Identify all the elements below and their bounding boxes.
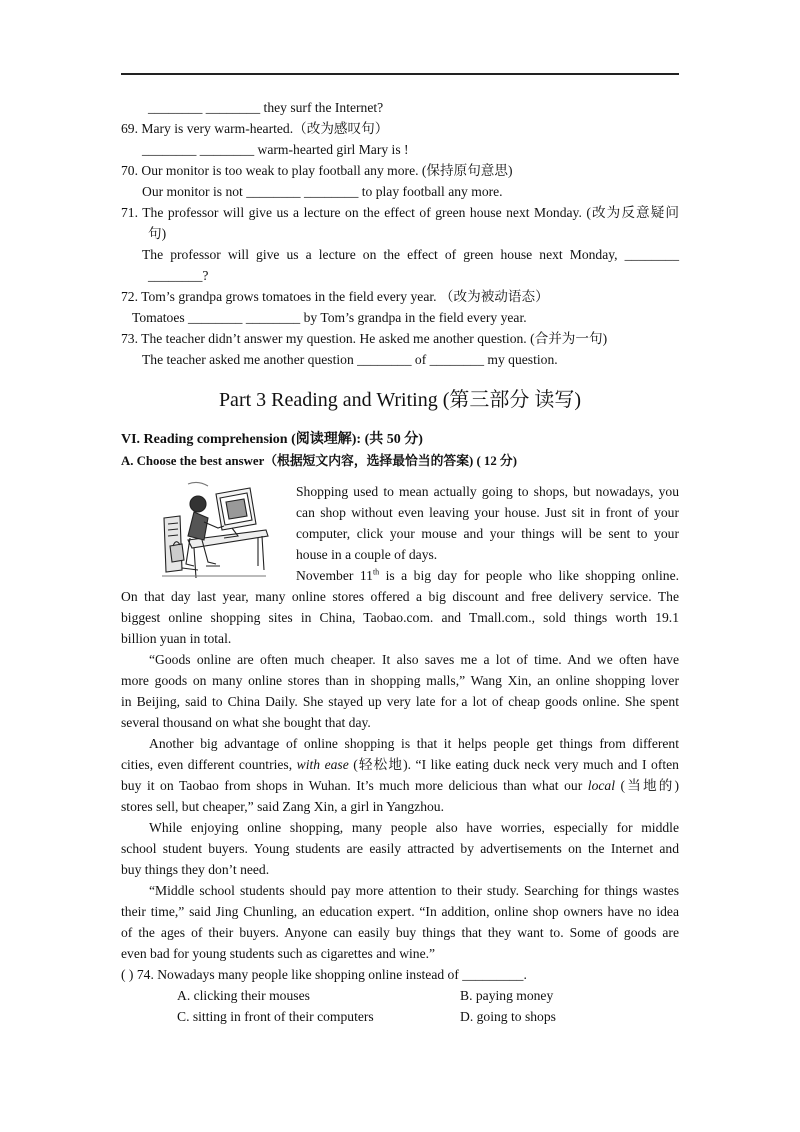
- passage-p5-line3: buy things they don’t need.: [121, 862, 270, 877]
- question-74-option-a[interactable]: A. clicking their mouses: [177, 988, 310, 1003]
- passage-p4-line1: Another big advantage of online shopping is that it helps people get things from different: [149, 736, 679, 751]
- passage-p3-line4: several thousand on what she bought that day.: [121, 715, 371, 730]
- q73-answer-line: The teacher asked me another question ________ of ________ my question.: [142, 352, 558, 367]
- q71-answer-line-2: ________?: [148, 268, 209, 283]
- question-74-option-c[interactable]: C. sitting in front of their computers: [177, 1009, 374, 1024]
- passage-p2-line3: biggest online shopping sites in China, Taobao.com. and Tmall.com., sold things worth 19.1: [121, 610, 679, 625]
- passage-p3-line2: more goods on many online stores than in shopping malls,” Wang Xin, an online shopping lover: [121, 673, 679, 688]
- q71-answer-line: The professor will give us a lecture on the effect of green house next Monday, ________: [142, 247, 679, 262]
- q73-prompt: 73. The teacher didn’t answer my question. He asked me another question. (合并为一句): [121, 331, 608, 346]
- passage-p4-line2: cities, even different countries, with ease (轻松地). “I like eating duck neck very much and I often: [121, 757, 679, 772]
- section-title: VI. Reading comprehension (阅读理解): (共 50 分): [121, 432, 423, 447]
- q69-answer-line: ________ ________ warm-hearted girl Mary is !: [142, 142, 409, 157]
- passage-p3-line1: “Goods online are often much cheaper. It also saves me a lot of time. And we often have: [149, 652, 679, 667]
- question-74-stem: ( ) 74. Nowadays many people like shopping online instead of _________.: [121, 967, 527, 982]
- passage-p6-line1: “Middle school students should pay more attention to their study. Searching for things wastes: [149, 883, 679, 898]
- passage-p4-line4: stores sell, but cheaper,” said Zang Xin, a girl in Yangzhou.: [121, 799, 444, 814]
- q71-prompt-wrap: 句): [148, 226, 167, 241]
- passage-p6-line3: of the ages of their buyers. Anyone can easily buy things that they want to. Some of goods are: [121, 925, 679, 940]
- q72-prompt: 72. Tom’s grandpa grows tomatoes in the field every year. （改为被动语态）: [121, 289, 549, 304]
- passage-p6-line2: their time,” said Jing Chunling, an education expert. “In addition, online shop owners have no idea: [121, 904, 679, 919]
- subsection-title: A. Choose the best answer（根据短文内容，选择最恰当的答案) ( 12 分): [121, 454, 517, 468]
- passage-p2-line4: billion yuan in total.: [121, 631, 232, 646]
- shopping-illustration-icon: [158, 478, 270, 580]
- passage-p4-line3: buy it on Taobao from shops in Wuhan. It’s much more delicious than what our local (当地的): [121, 778, 679, 793]
- q68-answer-line: ________ ________ they surf the Internet?: [148, 100, 384, 115]
- header-rule: [121, 73, 679, 75]
- passage-p2-line1: November 11th is a big day for people who like shopping online.: [296, 567, 679, 583]
- passage-p2-line2: On that day last year, many online stores offered a big discount and free delivery service. The: [121, 589, 679, 604]
- q70-prompt: 70. Our monitor is too weak to play football any more. (保持原句意思): [121, 163, 513, 178]
- passage-p6-line4: even bad for young students such as cigarettes and wine.”: [121, 946, 436, 961]
- q71-prompt: 71. The professor will give us a lecture on the effect of green house next Monday. (改为反意疑问: [121, 205, 679, 220]
- passage-p1-line3: computer, click your mouse and your things will be sent to your: [296, 526, 679, 541]
- q69-prompt: 69. Mary is very warm-hearted.（改为感叹句）: [121, 121, 389, 136]
- part-title: Part 3 Reading and Writing (第三部分 读写): [218, 389, 582, 411]
- q72-answer-line: Tomatoes ________ ________ by Tom’s grandpa in the field every year.: [132, 310, 527, 325]
- passage-p1-line4: house in a couple of days.: [296, 547, 438, 562]
- passage-p5-line1: While enjoying online shopping, many people also have worries, especially for middle: [149, 820, 679, 835]
- passage-p5-line2: school student buyers. Young students are easily attracted by advertisements on the Internet and: [121, 841, 679, 856]
- passage-p3-line3: in Beijing, said to China Daily. She stayed up very late for a lot of cheap goods online. She spent: [121, 694, 679, 709]
- passage-p1-line1: Shopping used to mean actually going to shops, but nowadays, you: [296, 484, 679, 499]
- question-74-option-d[interactable]: D. going to shops: [460, 1009, 556, 1024]
- q70-answer-line: Our monitor is not ________ ________ to play football any more.: [142, 184, 503, 199]
- passage-p1-line2: can shop without even leaving your house. Just sit in front of your: [296, 505, 679, 520]
- question-74-option-b[interactable]: B. paying money: [460, 988, 554, 1003]
